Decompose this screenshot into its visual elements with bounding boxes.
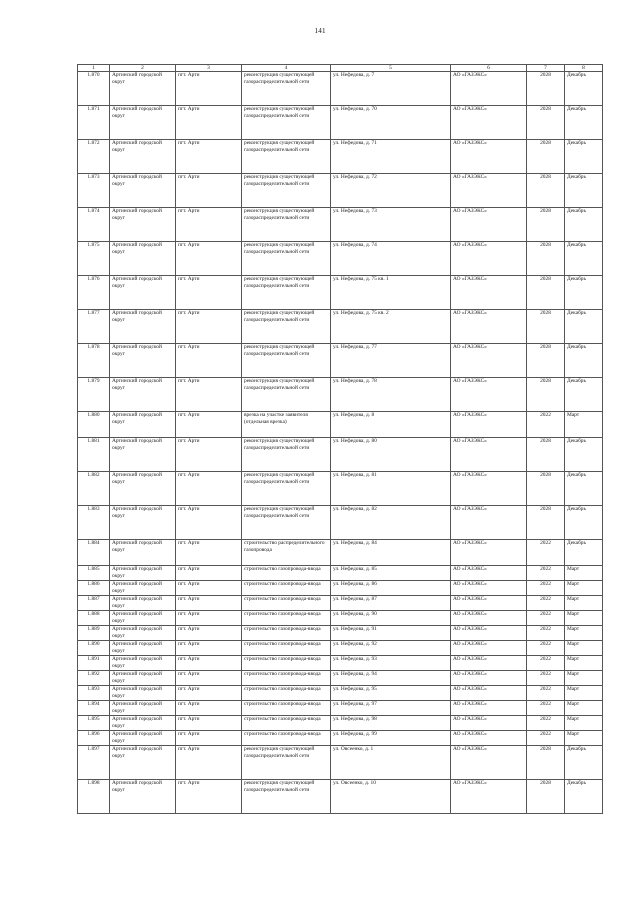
month-cell: Март <box>565 716 603 731</box>
organization-cell: АО «ГАЗЭКС» <box>451 276 527 310</box>
column-header-7: 7 <box>527 65 565 72</box>
organization-cell: АО «ГАЗЭКС» <box>451 780 527 814</box>
work-type-cell: реконструкция существующей газораспределительной сети <box>242 242 331 276</box>
organization-cell: АО «ГАЗЭКС» <box>451 686 527 701</box>
table-row <box>78 412 603 438</box>
organization-cell: АО «ГАЗЭКС» <box>451 596 527 611</box>
year-cell: 2028 <box>527 140 565 174</box>
row-number: 1.891 <box>78 656 110 671</box>
organization-cell: АО «ГАЗЭКС» <box>451 701 527 716</box>
column-header-8: 8 <box>565 65 603 72</box>
month-cell: Декабрь <box>565 746 603 780</box>
work-type-cell: реконструкция существующей газораспределительной сети <box>242 106 331 140</box>
organization-cell: АО «ГАЗЭКС» <box>451 671 527 686</box>
settlement-cell: пгт. Арти <box>176 641 242 656</box>
table-row <box>78 438 603 472</box>
district-cell: Артинский городской округ <box>110 731 176 746</box>
work-type-cell: строительство газопровода-ввода <box>242 701 331 716</box>
work-type-cell: строительство газопровода-ввода <box>242 731 331 746</box>
address-cell: ул. Овсеенко, д. 1 <box>331 746 451 780</box>
work-type-cell: реконструкция существующей газораспределительной сети <box>242 746 331 780</box>
month-cell: Декабрь <box>565 276 603 310</box>
year-cell: 2022 <box>527 540 565 566</box>
work-type-cell: реконструкция существующей газораспределительной сети <box>242 140 331 174</box>
column-header-3: 3 <box>176 65 242 72</box>
organization-cell: АО «ГАЗЭКС» <box>451 716 527 731</box>
district-cell: Артинский городской округ <box>110 72 176 106</box>
row-number: 1.879 <box>78 378 110 412</box>
work-type-cell: строительство газопровода-ввода <box>242 626 331 641</box>
organization-cell: АО «ГАЗЭКС» <box>451 412 527 438</box>
infrastructure-table <box>77 64 603 814</box>
organization-cell: АО «ГАЗЭКС» <box>451 731 527 746</box>
organization-cell: АО «ГАЗЭКС» <box>451 438 527 472</box>
work-type-cell: строительство газопровода-ввода <box>242 671 331 686</box>
table-row <box>78 242 603 276</box>
year-cell: 2022 <box>527 731 565 746</box>
table-row <box>78 716 603 731</box>
row-number: 1.882 <box>78 472 110 506</box>
table-row <box>78 140 603 174</box>
work-type-cell: реконструкция существующей газораспределительной сети <box>242 438 331 472</box>
year-cell: 2028 <box>527 344 565 378</box>
address-cell: ул. Нефедова, д. 97 <box>331 701 451 716</box>
settlement-cell: пгт. Арти <box>176 378 242 412</box>
row-number: 1.880 <box>78 412 110 438</box>
month-cell: Декабрь <box>565 106 603 140</box>
table-row <box>78 208 603 242</box>
year-cell: 2022 <box>527 701 565 716</box>
settlement-cell: пгт. Арти <box>176 686 242 701</box>
year-cell: 2022 <box>527 671 565 686</box>
year-cell: 2022 <box>527 686 565 701</box>
year-cell: 2022 <box>527 641 565 656</box>
row-number: 1.872 <box>78 140 110 174</box>
work-type-cell: реконструкция существующей газораспределительной сети <box>242 506 331 540</box>
row-number: 1.874 <box>78 208 110 242</box>
table-row <box>78 72 603 106</box>
district-cell: Артинский городской округ <box>110 140 176 174</box>
settlement-cell: пгт. Арти <box>176 780 242 814</box>
row-number: 1.887 <box>78 596 110 611</box>
settlement-cell: пгт. Арти <box>176 716 242 731</box>
month-cell: Март <box>565 566 603 581</box>
address-cell: ул. Нефедова, д. 85 <box>331 566 451 581</box>
work-type-cell: строительство газопровода-ввода <box>242 686 331 701</box>
organization-cell: АО «ГАЗЭКС» <box>451 310 527 344</box>
address-cell: ул. Нефедова, д. 92 <box>331 641 451 656</box>
work-type-cell: строительство газопровода-ввода <box>242 641 331 656</box>
address-cell: ул. Нефедова, д. 82 <box>331 506 451 540</box>
work-type-cell: строительство газопровода-ввода <box>242 581 331 596</box>
settlement-cell: пгт. Арти <box>176 656 242 671</box>
row-number: 1.881 <box>78 438 110 472</box>
page-number: 141 <box>314 26 326 35</box>
year-cell: 2028 <box>527 472 565 506</box>
district-cell: Артинский городской округ <box>110 438 176 472</box>
table-row <box>78 780 603 814</box>
settlement-cell: пгт. Арти <box>176 596 242 611</box>
settlement-cell: пгт. Арти <box>176 671 242 686</box>
month-cell: Март <box>565 641 603 656</box>
work-type-cell: реконструкция существующей газораспределительной сети <box>242 72 331 106</box>
district-cell: Артинский городской округ <box>110 701 176 716</box>
address-cell: ул. Нефедова, д. 93 <box>331 656 451 671</box>
table-row <box>78 106 603 140</box>
row-number: 1.894 <box>78 701 110 716</box>
settlement-cell: пгт. Арти <box>176 506 242 540</box>
table-row <box>78 626 603 641</box>
column-header-2: 2 <box>110 65 176 72</box>
month-cell: Март <box>565 686 603 701</box>
year-cell: 2028 <box>527 438 565 472</box>
month-cell: Декабрь <box>565 540 603 566</box>
month-cell: Декабрь <box>565 72 603 106</box>
table-row <box>78 472 603 506</box>
settlement-cell: пгт. Арти <box>176 472 242 506</box>
table-row <box>78 701 603 716</box>
month-cell: Март <box>565 581 603 596</box>
year-cell: 2028 <box>527 72 565 106</box>
year-cell: 2028 <box>527 208 565 242</box>
district-cell: Артинский городской округ <box>110 780 176 814</box>
row-number: 1.884 <box>78 540 110 566</box>
row-number: 1.883 <box>78 506 110 540</box>
address-cell: ул. Нефедова, д. 77 <box>331 344 451 378</box>
year-cell: 2022 <box>527 412 565 438</box>
month-cell: Декабрь <box>565 780 603 814</box>
work-type-cell: строительство газопровода-ввода <box>242 566 331 581</box>
column-header-4: 4 <box>242 65 331 72</box>
organization-cell: АО «ГАЗЭКС» <box>451 344 527 378</box>
row-number: 1.870 <box>78 72 110 106</box>
month-cell: Декабрь <box>565 378 603 412</box>
work-type-cell: строительство газопровода-ввода <box>242 611 331 626</box>
month-cell: Март <box>565 596 603 611</box>
address-cell: ул. Нефедова, д. 91 <box>331 626 451 641</box>
month-cell: Март <box>565 611 603 626</box>
settlement-cell: пгт. Арти <box>176 412 242 438</box>
table-row <box>78 566 603 581</box>
settlement-cell: пгт. Арти <box>176 611 242 626</box>
district-cell: Артинский городской округ <box>110 596 176 611</box>
table-row <box>78 276 603 310</box>
settlement-cell: пгт. Арти <box>176 208 242 242</box>
organization-cell: АО «ГАЗЭКС» <box>451 540 527 566</box>
organization-cell: АО «ГАЗЭКС» <box>451 566 527 581</box>
month-cell: Декабрь <box>565 174 603 208</box>
address-cell: ул. Нефедова, д. 75 кв. 2 <box>331 310 451 344</box>
row-number: 1.892 <box>78 671 110 686</box>
address-cell: ул. Нефедова, д. 72 <box>331 174 451 208</box>
address-cell: ул. Нефедова, д. 98 <box>331 716 451 731</box>
month-cell: Март <box>565 671 603 686</box>
table-row <box>78 746 603 780</box>
district-cell: Артинский городской округ <box>110 641 176 656</box>
district-cell: Артинский городской округ <box>110 540 176 566</box>
address-cell: ул. Нефедова, д. 90 <box>331 611 451 626</box>
column-header-1: 1 <box>78 65 110 72</box>
table-row <box>78 310 603 344</box>
address-cell: ул. Нефедова, д. 80 <box>331 438 451 472</box>
row-number: 1.896 <box>78 731 110 746</box>
district-cell: Артинский городской округ <box>110 566 176 581</box>
settlement-cell: пгт. Арти <box>176 438 242 472</box>
work-type-cell: строительство распределительного газопровода <box>242 540 331 566</box>
table-row <box>78 174 603 208</box>
address-cell: ул. Нефедова, д. 73 <box>331 208 451 242</box>
year-cell: 2022 <box>527 626 565 641</box>
district-cell: Артинский городской округ <box>110 276 176 310</box>
district-cell: Артинский городской округ <box>110 671 176 686</box>
district-cell: Артинский городской округ <box>110 242 176 276</box>
month-cell: Декабрь <box>565 208 603 242</box>
month-cell: Декабрь <box>565 472 603 506</box>
row-number: 1.886 <box>78 581 110 596</box>
month-cell: Март <box>565 731 603 746</box>
work-type-cell: реконструкция существующей газораспределительной сети <box>242 174 331 208</box>
settlement-cell: пгт. Арти <box>176 731 242 746</box>
district-cell: Артинский городской округ <box>110 686 176 701</box>
address-cell: ул. Нефедова, д. 87 <box>331 596 451 611</box>
address-cell: ул. Овсеенко, д. 10 <box>331 780 451 814</box>
year-cell: 2028 <box>527 506 565 540</box>
table-header-row <box>78 65 603 72</box>
month-cell: Декабрь <box>565 310 603 344</box>
organization-cell: АО «ГАЗЭКС» <box>451 378 527 412</box>
settlement-cell: пгт. Арти <box>176 566 242 581</box>
year-cell: 2022 <box>527 566 565 581</box>
district-cell: Артинский городской округ <box>110 611 176 626</box>
organization-cell: АО «ГАЗЭКС» <box>451 472 527 506</box>
row-number: 1.873 <box>78 174 110 208</box>
row-number: 1.893 <box>78 686 110 701</box>
row-number: 1.889 <box>78 626 110 641</box>
table-row <box>78 671 603 686</box>
organization-cell: АО «ГАЗЭКС» <box>451 72 527 106</box>
work-type-cell: строительство газопровода-ввода <box>242 656 331 671</box>
address-cell: ул. Нефедова, д. 75 кв. 1 <box>331 276 451 310</box>
organization-cell: АО «ГАЗЭКС» <box>451 611 527 626</box>
month-cell: Март <box>565 656 603 671</box>
table-row <box>78 641 603 656</box>
work-type-cell: врезка на участке заявителя (отдельная врезка) <box>242 412 331 438</box>
year-cell: 2028 <box>527 780 565 814</box>
settlement-cell: пгт. Арти <box>176 174 242 208</box>
table-row <box>78 686 603 701</box>
address-cell: ул. Нефедова, д. 84 <box>331 540 451 566</box>
district-cell: Артинский городской округ <box>110 581 176 596</box>
settlement-cell: пгт. Арти <box>176 581 242 596</box>
work-type-cell: реконструкция существующей газораспределительной сети <box>242 780 331 814</box>
table-body <box>78 72 603 814</box>
district-cell: Артинский городской округ <box>110 656 176 671</box>
year-cell: 2022 <box>527 581 565 596</box>
district-cell: Артинский городской округ <box>110 716 176 731</box>
organization-cell: АО «ГАЗЭКС» <box>451 626 527 641</box>
district-cell: Артинский городской округ <box>110 106 176 140</box>
address-cell: ул. Нефедова, д. 86 <box>331 581 451 596</box>
row-number: 1.885 <box>78 566 110 581</box>
year-cell: 2022 <box>527 716 565 731</box>
district-cell: Артинский городской округ <box>110 472 176 506</box>
row-number: 1.890 <box>78 641 110 656</box>
address-cell: ул. Нефедова, д. 78 <box>331 378 451 412</box>
address-cell: ул. Нефедова, д. 70 <box>331 106 451 140</box>
address-cell: ул. Нефедова, д. 81 <box>331 472 451 506</box>
district-cell: Артинский городской округ <box>110 344 176 378</box>
table-row <box>78 581 603 596</box>
district-cell: Артинский городской округ <box>110 310 176 344</box>
work-type-cell: реконструкция существующей газораспределительной сети <box>242 472 331 506</box>
year-cell: 2022 <box>527 656 565 671</box>
year-cell: 2028 <box>527 746 565 780</box>
month-cell: Март <box>565 412 603 438</box>
year-cell: 2022 <box>527 611 565 626</box>
organization-cell: АО «ГАЗЭКС» <box>451 174 527 208</box>
district-cell: Артинский городской округ <box>110 378 176 412</box>
district-cell: Артинский городской округ <box>110 746 176 780</box>
table-row <box>78 378 603 412</box>
row-number: 1.878 <box>78 344 110 378</box>
table-row <box>78 506 603 540</box>
table-row <box>78 344 603 378</box>
column-header-5: 5 <box>331 65 451 72</box>
district-cell: Артинский городской округ <box>110 412 176 438</box>
organization-cell: АО «ГАЗЭКС» <box>451 656 527 671</box>
district-cell: Артинский городской округ <box>110 208 176 242</box>
row-number: 1.871 <box>78 106 110 140</box>
settlement-cell: пгт. Арти <box>176 276 242 310</box>
month-cell: Декабрь <box>565 438 603 472</box>
organization-cell: АО «ГАЗЭКС» <box>451 746 527 780</box>
organization-cell: АО «ГАЗЭКС» <box>451 106 527 140</box>
year-cell: 2028 <box>527 276 565 310</box>
row-number: 1.888 <box>78 611 110 626</box>
work-type-cell: реконструкция существующей газораспределительной сети <box>242 310 331 344</box>
row-number: 1.895 <box>78 716 110 731</box>
settlement-cell: пгт. Арти <box>176 72 242 106</box>
month-cell: Декабрь <box>565 506 603 540</box>
year-cell: 2022 <box>527 596 565 611</box>
work-type-cell: реконструкция существующей газораспределительной сети <box>242 208 331 242</box>
settlement-cell: пгт. Арти <box>176 746 242 780</box>
row-number: 1.877 <box>78 310 110 344</box>
year-cell: 2028 <box>527 242 565 276</box>
address-cell: ул. Нефедова, д. 8 <box>331 412 451 438</box>
organization-cell: АО «ГАЗЭКС» <box>451 140 527 174</box>
year-cell: 2028 <box>527 378 565 412</box>
settlement-cell: пгт. Арти <box>176 140 242 174</box>
year-cell: 2028 <box>527 106 565 140</box>
row-number: 1.875 <box>78 242 110 276</box>
settlement-cell: пгт. Арти <box>176 242 242 276</box>
table-row <box>78 540 603 566</box>
month-cell: Март <box>565 626 603 641</box>
address-cell: ул. Нефедова, д. 95 <box>331 686 451 701</box>
work-type-cell: реконструкция существующей газораспределительной сети <box>242 344 331 378</box>
address-cell: ул. Нефедова, д. 99 <box>331 731 451 746</box>
district-cell: Артинский городской округ <box>110 626 176 641</box>
work-type-cell: реконструкция существующей газораспределительной сети <box>242 276 331 310</box>
column-header-6: 6 <box>451 65 527 72</box>
row-number: 1.897 <box>78 746 110 780</box>
table-row <box>78 656 603 671</box>
address-cell: ул. Нефедова, д. 7 <box>331 72 451 106</box>
settlement-cell: пгт. Арти <box>176 310 242 344</box>
address-cell: ул. Нефедова, д. 74 <box>331 242 451 276</box>
organization-cell: АО «ГАЗЭКС» <box>451 242 527 276</box>
settlement-cell: пгт. Арти <box>176 540 242 566</box>
month-cell: Декабрь <box>565 344 603 378</box>
organization-cell: АО «ГАЗЭКС» <box>451 506 527 540</box>
year-cell: 2028 <box>527 310 565 344</box>
table-row <box>78 596 603 611</box>
month-cell: Декабрь <box>565 242 603 276</box>
organization-cell: АО «ГАЗЭКС» <box>451 208 527 242</box>
row-number: 1.876 <box>78 276 110 310</box>
district-cell: Артинский городской округ <box>110 174 176 208</box>
settlement-cell: пгт. Арти <box>176 626 242 641</box>
work-type-cell: строительство газопровода-ввода <box>242 596 331 611</box>
month-cell: Март <box>565 701 603 716</box>
work-type-cell: реконструкция существующей газораспределительной сети <box>242 378 331 412</box>
row-number: 1.898 <box>78 780 110 814</box>
organization-cell: АО «ГАЗЭКС» <box>451 641 527 656</box>
address-cell: ул. Нефедова, д. 71 <box>331 140 451 174</box>
table-row <box>78 731 603 746</box>
settlement-cell: пгт. Арти <box>176 106 242 140</box>
settlement-cell: пгт. Арти <box>176 701 242 716</box>
table-row <box>78 611 603 626</box>
address-cell: ул. Нефедова, д. 94 <box>331 671 451 686</box>
year-cell: 2028 <box>527 174 565 208</box>
organization-cell: АО «ГАЗЭКС» <box>451 581 527 596</box>
work-type-cell: строительство газопровода-ввода <box>242 716 331 731</box>
settlement-cell: пгт. Арти <box>176 344 242 378</box>
district-cell: Артинский городской округ <box>110 506 176 540</box>
month-cell: Декабрь <box>565 140 603 174</box>
